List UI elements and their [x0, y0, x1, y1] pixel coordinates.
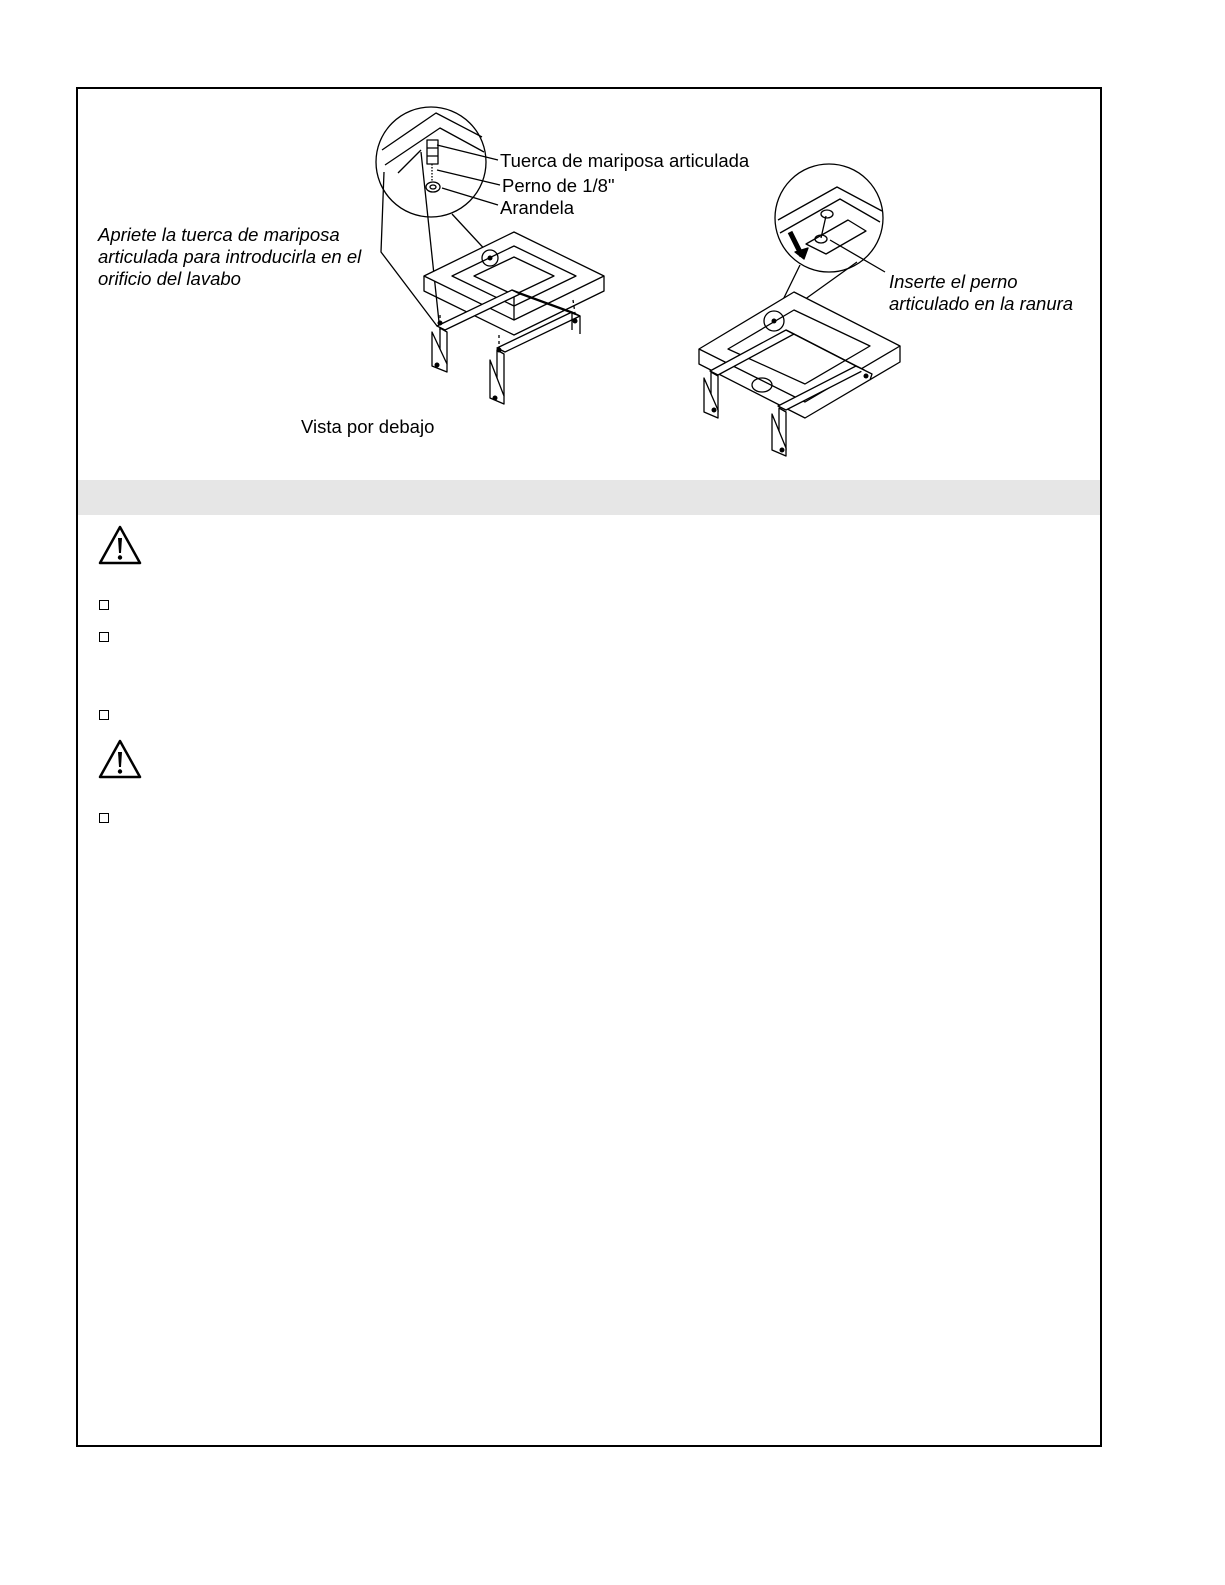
- insert-instruction-line2: articulado en la ranura: [889, 293, 1074, 314]
- tighten-instruction-line1: Apriete la tuerca de mariposa: [98, 224, 340, 245]
- callout-washer: Arandela: [500, 197, 575, 218]
- detail-circle-left: [376, 107, 486, 217]
- detail-circle-right: [775, 164, 883, 272]
- callout-bolt: Perno de 1/8": [502, 175, 615, 196]
- checkbox-icon[interactable]: [99, 600, 109, 610]
- checkbox-icon[interactable]: [99, 813, 109, 823]
- view-label: Vista por debajo: [301, 416, 435, 437]
- tighten-instruction-line2: articulada para introducirla en el: [98, 246, 362, 267]
- warning-icon: [97, 738, 143, 780]
- callout-wing-nut: Tuerca de mariposa articulada: [500, 150, 750, 171]
- warning-icon: [97, 524, 143, 566]
- tighten-instruction-line3: orificio del lavabo: [98, 268, 241, 289]
- section-header-band: [78, 480, 1100, 515]
- insert-instruction-line1: Inserte el perno: [889, 271, 1018, 292]
- checkbox-icon[interactable]: [99, 632, 109, 642]
- checkbox-icon[interactable]: [99, 710, 109, 720]
